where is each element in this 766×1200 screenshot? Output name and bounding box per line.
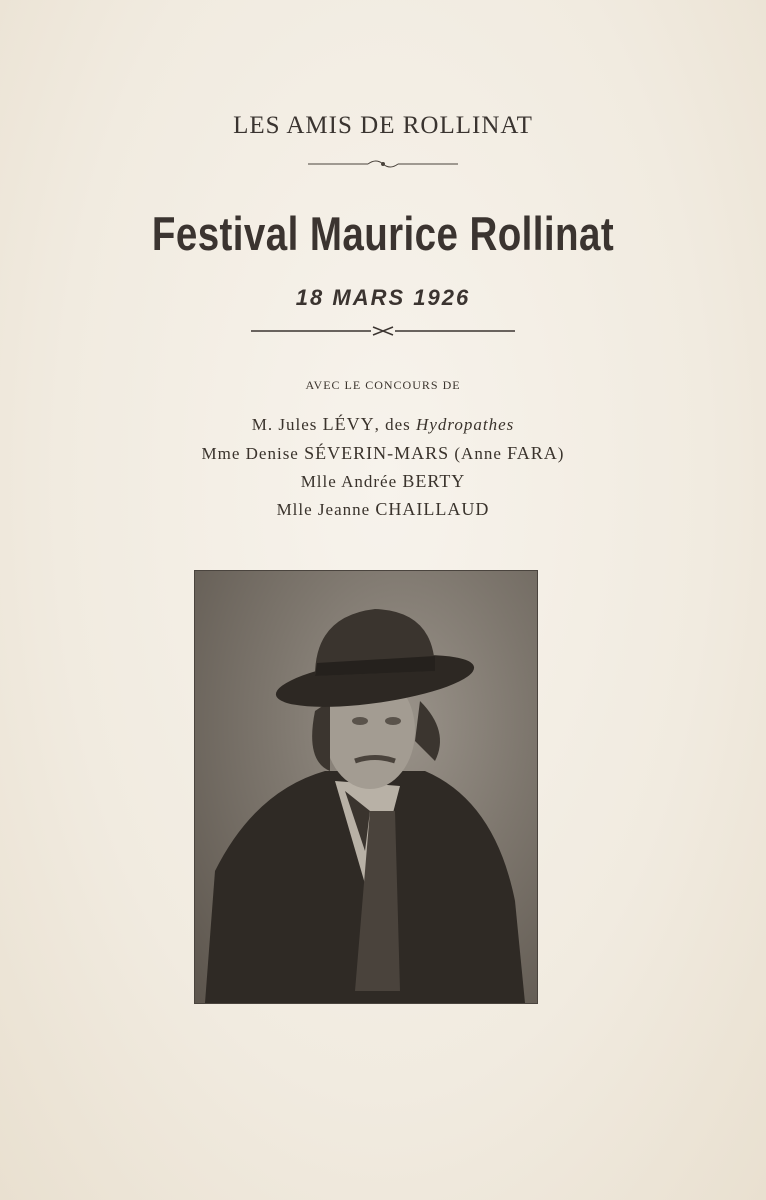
ornament-divider <box>0 323 766 342</box>
participant-name: LÉVY <box>322 414 375 434</box>
ornament-divider <box>0 156 766 175</box>
participant-suffix: , des <box>374 415 411 434</box>
portrait-photo <box>194 570 538 1004</box>
participant-prefix: Mme Denise <box>201 444 299 463</box>
participant-suffix: (Anne <box>454 444 502 463</box>
participant-prefix: Mlle Andrée <box>300 472 398 491</box>
participant-line <box>0 414 766 435</box>
event-date: 18 MARS 1926 <box>295 285 471 310</box>
organization-name: LES AMIS DE ROLLINAT <box>233 112 533 139</box>
participant-name: BERTY <box>402 471 466 491</box>
participation-heading: AVEC LE CONCOURS DE <box>305 378 461 392</box>
participant-line <box>0 471 766 492</box>
participant-close: ) <box>557 444 565 463</box>
participant-prefix: Mlle Jeanne <box>276 500 371 519</box>
participant-affiliation: Hydropathes <box>416 415 515 434</box>
participant-alias: FARA <box>507 443 558 463</box>
participant-line <box>0 443 766 464</box>
participant-line <box>0 499 766 520</box>
participant-name: SÉVERIN-MARS <box>304 443 450 463</box>
participant-name: CHAILLAUD <box>375 499 490 519</box>
page-title: Festival Maurice Rollinat <box>151 207 615 260</box>
participant-prefix: M. Jules <box>251 415 318 434</box>
